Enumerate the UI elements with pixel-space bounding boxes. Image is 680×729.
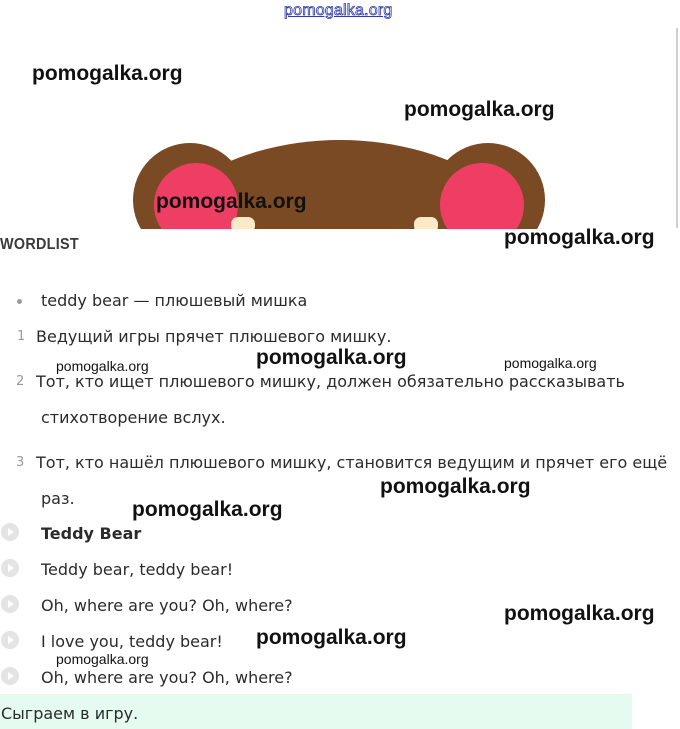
game-banner-text: Сыграем в игру.	[1, 704, 139, 723]
watermark: pomogalka.org	[504, 602, 655, 625]
watermark: pomogalka.org	[256, 346, 407, 369]
bullet-dot-icon	[17, 299, 22, 304]
poem-line: Teddy bear, teddy bear!	[41, 560, 234, 579]
teddy-bear-icon	[0, 0, 680, 229]
watermark: pomogalka.org	[56, 358, 149, 374]
rule-number: 3	[16, 455, 25, 470]
rule-text-continued: раз.	[41, 489, 75, 508]
vertical-divider	[676, 28, 678, 228]
teddy-bear-illustration	[0, 0, 680, 229]
top-site-link[interactable]: pomogalka.org	[284, 2, 393, 19]
rule-number: 2	[16, 374, 25, 389]
poem-line: Oh, where are you? Oh, where?	[41, 596, 293, 615]
poem-title: Teddy Bear	[41, 524, 142, 543]
rule-number: 1	[17, 329, 26, 344]
watermark: pomogalka.org	[56, 651, 149, 667]
watermark: pomogalka.org	[404, 98, 555, 121]
rule-text: Ведущий игры прячет плюшевого мишку.	[36, 327, 392, 346]
wordlist-item: teddy bear — плюшевый мишка	[41, 291, 308, 310]
rule-text-continued: стихотворение вслух.	[41, 408, 226, 427]
play-audio-icon[interactable]	[1, 523, 19, 541]
play-audio-icon[interactable]	[1, 667, 19, 685]
rule-text: Тот, кто ищет плюшевого мишку, должен обязательно рассказывать	[36, 372, 625, 391]
watermark: pomogalka.org	[504, 355, 597, 371]
bear-right-eye	[414, 217, 438, 229]
watermark: pomogalka.org	[256, 626, 407, 649]
watermark: pomogalka.org	[504, 226, 655, 249]
play-audio-icon[interactable]	[1, 595, 19, 613]
poem-line: Oh, where are you? Oh, where?	[41, 668, 293, 687]
poem-line: I love you, teddy bear!	[41, 632, 223, 651]
watermark: pomogalka.org	[380, 475, 531, 498]
rule-text: Тот, кто нашёл плюшевого мишку, становится ведущим и прячет его ещё	[36, 453, 668, 472]
bear-left-eye	[231, 217, 255, 229]
play-audio-icon[interactable]	[1, 559, 19, 577]
watermark: pomogalka.org	[156, 190, 307, 213]
watermark: pomogalka.org	[132, 498, 283, 521]
play-audio-icon[interactable]	[1, 631, 19, 649]
wordlist-heading: WORDLIST	[0, 236, 79, 253]
watermark: pomogalka.org	[32, 62, 183, 85]
